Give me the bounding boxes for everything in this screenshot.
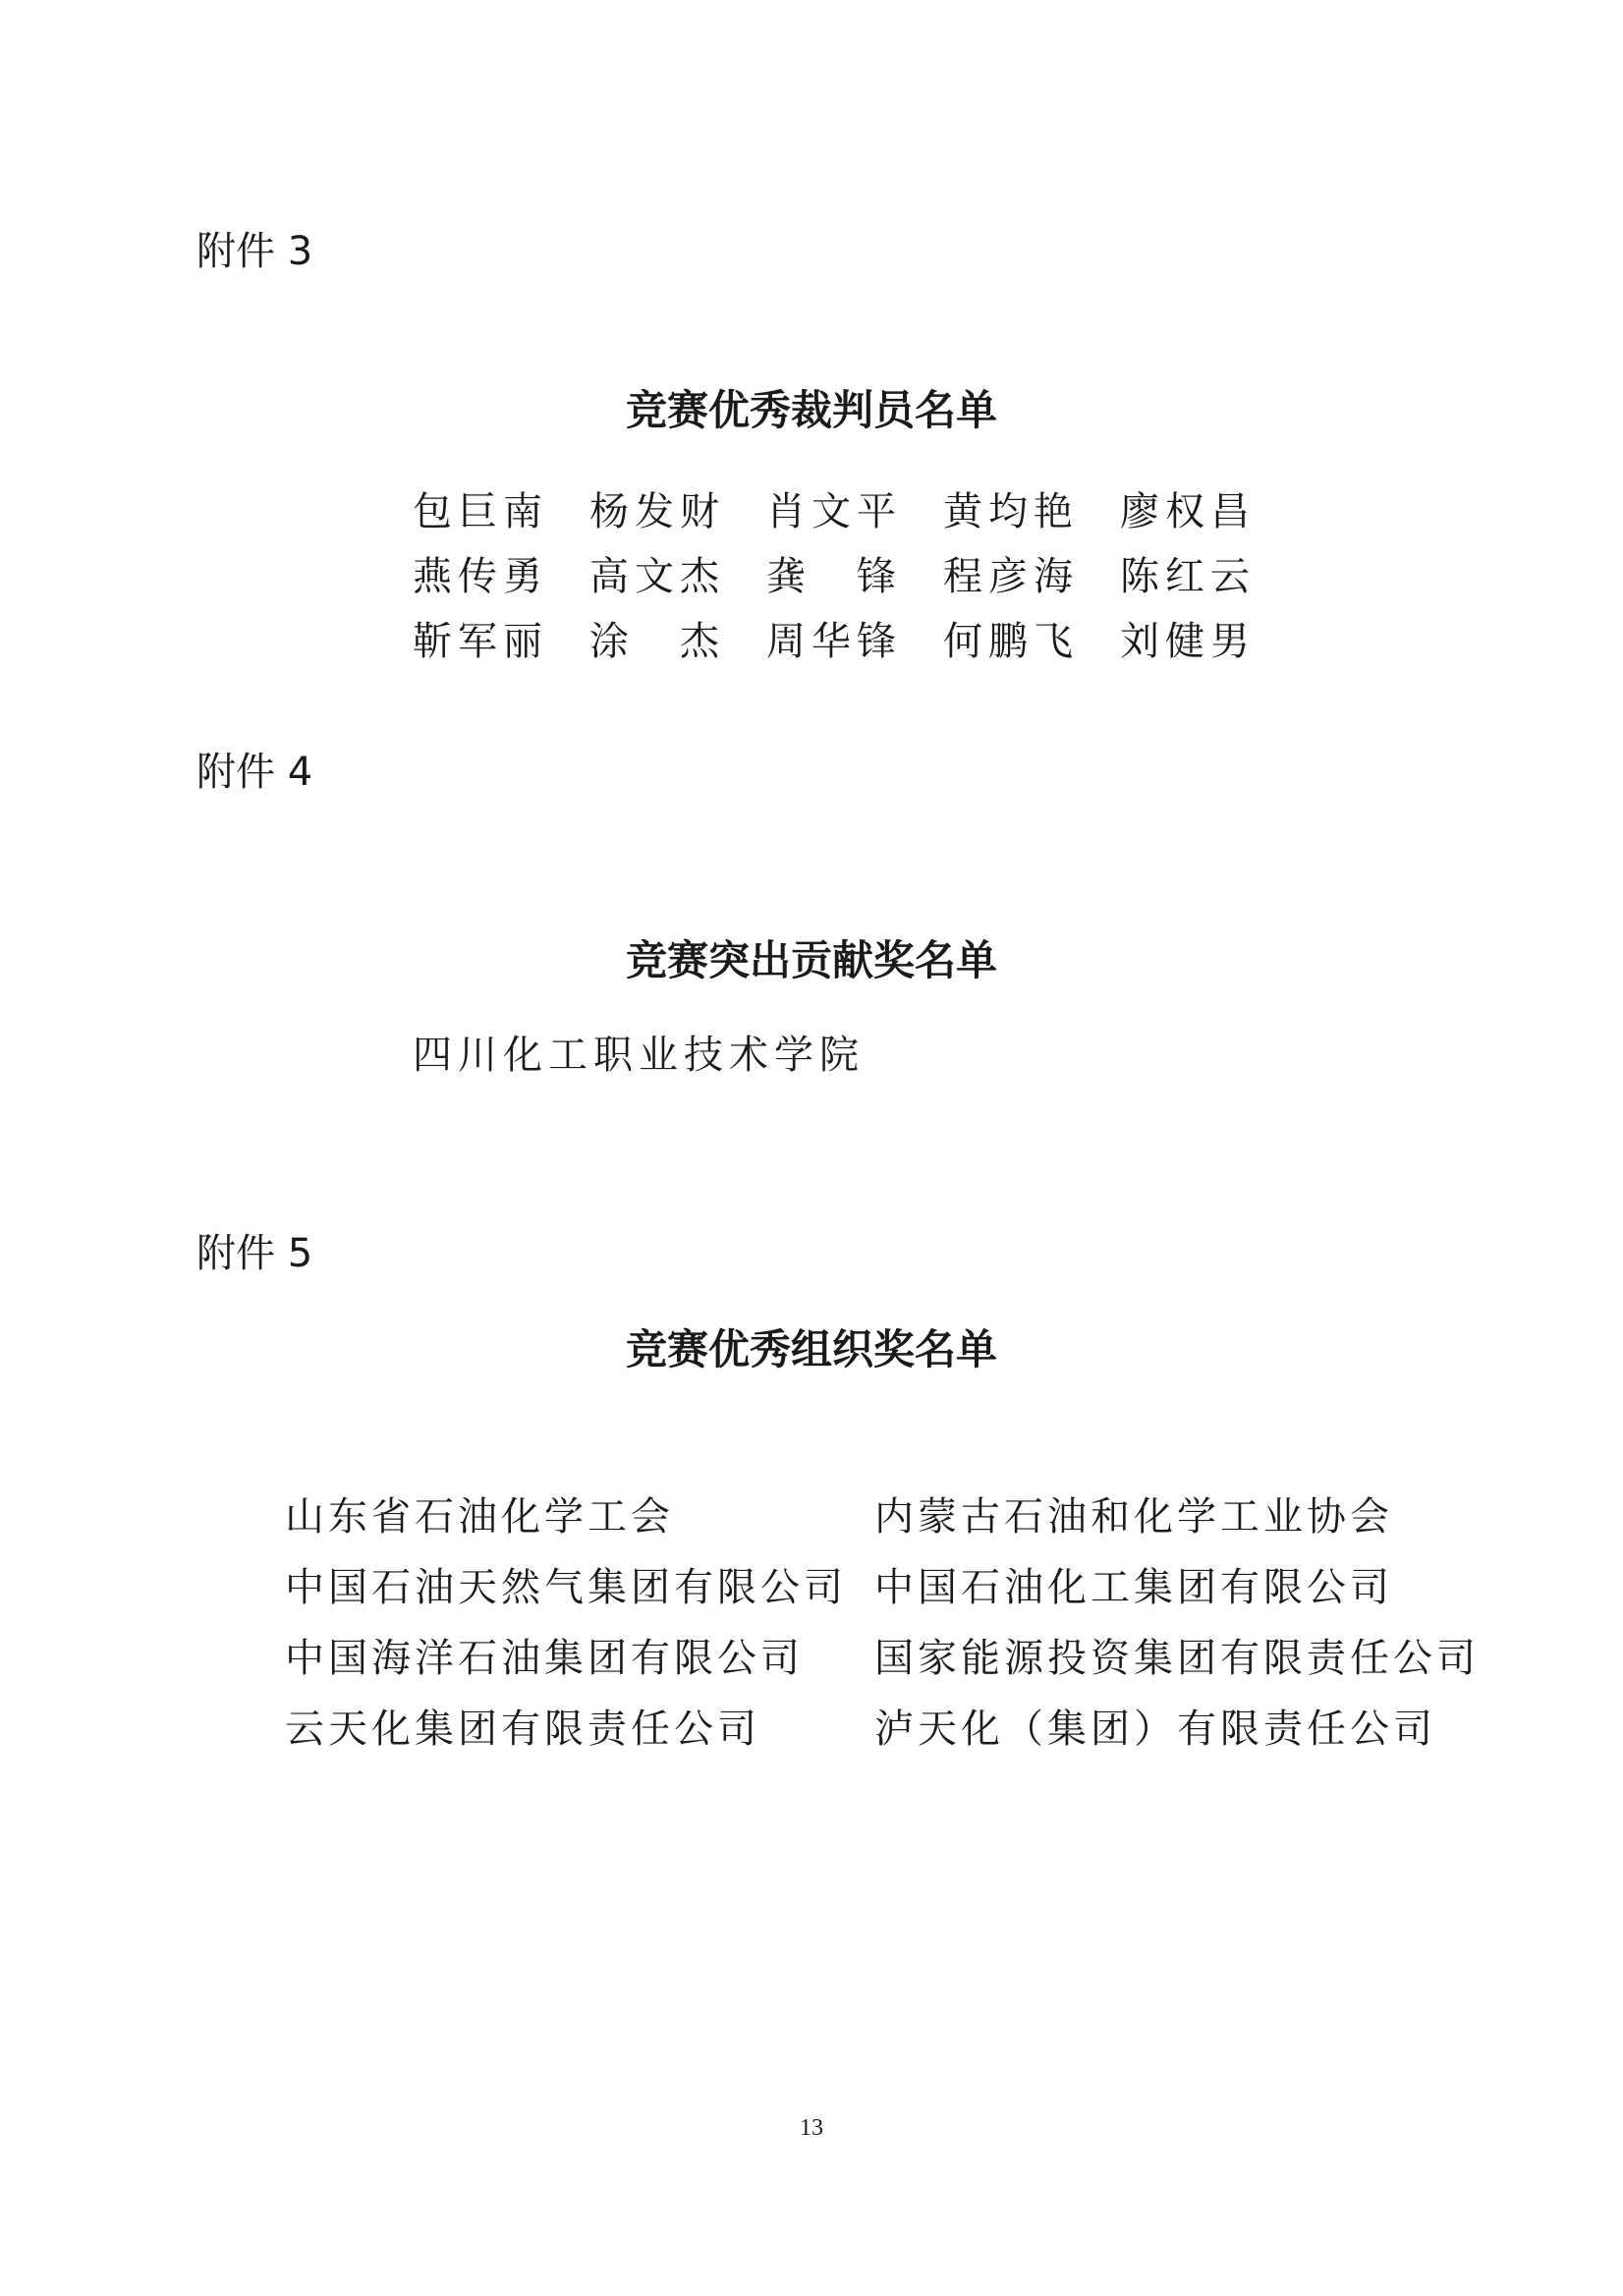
organization-name: 内蒙古石油和化学工业协会 — [874, 1494, 1393, 1540]
referee-name: 肖文平 — [766, 489, 902, 534]
referee-name: 靳军丽 — [413, 619, 548, 664]
referee-name: 陈红云 — [1120, 554, 1256, 599]
organization-name: 泸天化（集团）有限责任公司 — [874, 1707, 1436, 1752]
referee-name: 龚 锋 — [766, 554, 902, 599]
referee-name: 程彦海 — [943, 554, 1079, 599]
referee-name: 杨发财 — [589, 489, 725, 534]
organization-name: 中国石油化工集团有限公司 — [874, 1565, 1393, 1610]
organization-name: 中国石油天然气集团有限公司 — [285, 1565, 847, 1610]
referee-name: 何鹏飞 — [943, 619, 1079, 664]
organization-name: 国家能源投资集团有限责任公司 — [874, 1636, 1480, 1681]
referee-name: 涂 杰 — [589, 619, 725, 664]
referee-name: 包巨南 — [413, 489, 548, 534]
attachment-4-title: 竞赛突出贡献奖名单 — [625, 936, 997, 984]
referee-name: 燕传勇 — [413, 554, 548, 599]
organization-name: 中国海洋石油集团有限公司 — [285, 1636, 804, 1681]
organization-name: 山东省石油化学工会 — [285, 1494, 674, 1540]
organization-award-list — [285, 1482, 1480, 1764]
attachment-3-label: 附件 3 — [196, 229, 313, 274]
attachment-5-title: 竞赛优秀组织奖名单 — [625, 1325, 997, 1373]
referee-name: 周华锋 — [766, 619, 902, 664]
page-number: 13 — [800, 2115, 823, 2141]
referee-name: 廖权昌 — [1120, 489, 1256, 534]
referee-name-list — [413, 479, 1258, 674]
attachment-4-label: 附件 4 — [196, 750, 313, 795]
organization-name: 云天化集团有限责任公司 — [285, 1707, 760, 1752]
attachment-5-label: 附件 5 — [196, 1231, 313, 1276]
referee-name: 黄均艳 — [943, 489, 1079, 534]
referee-name: 刘健男 — [1120, 619, 1256, 664]
contribution-award-item: 四川化工职业技术学院 — [413, 1033, 865, 1078]
attachment-3-title: 竞赛优秀裁判员名单 — [625, 386, 997, 434]
referee-name: 高文杰 — [589, 554, 725, 599]
